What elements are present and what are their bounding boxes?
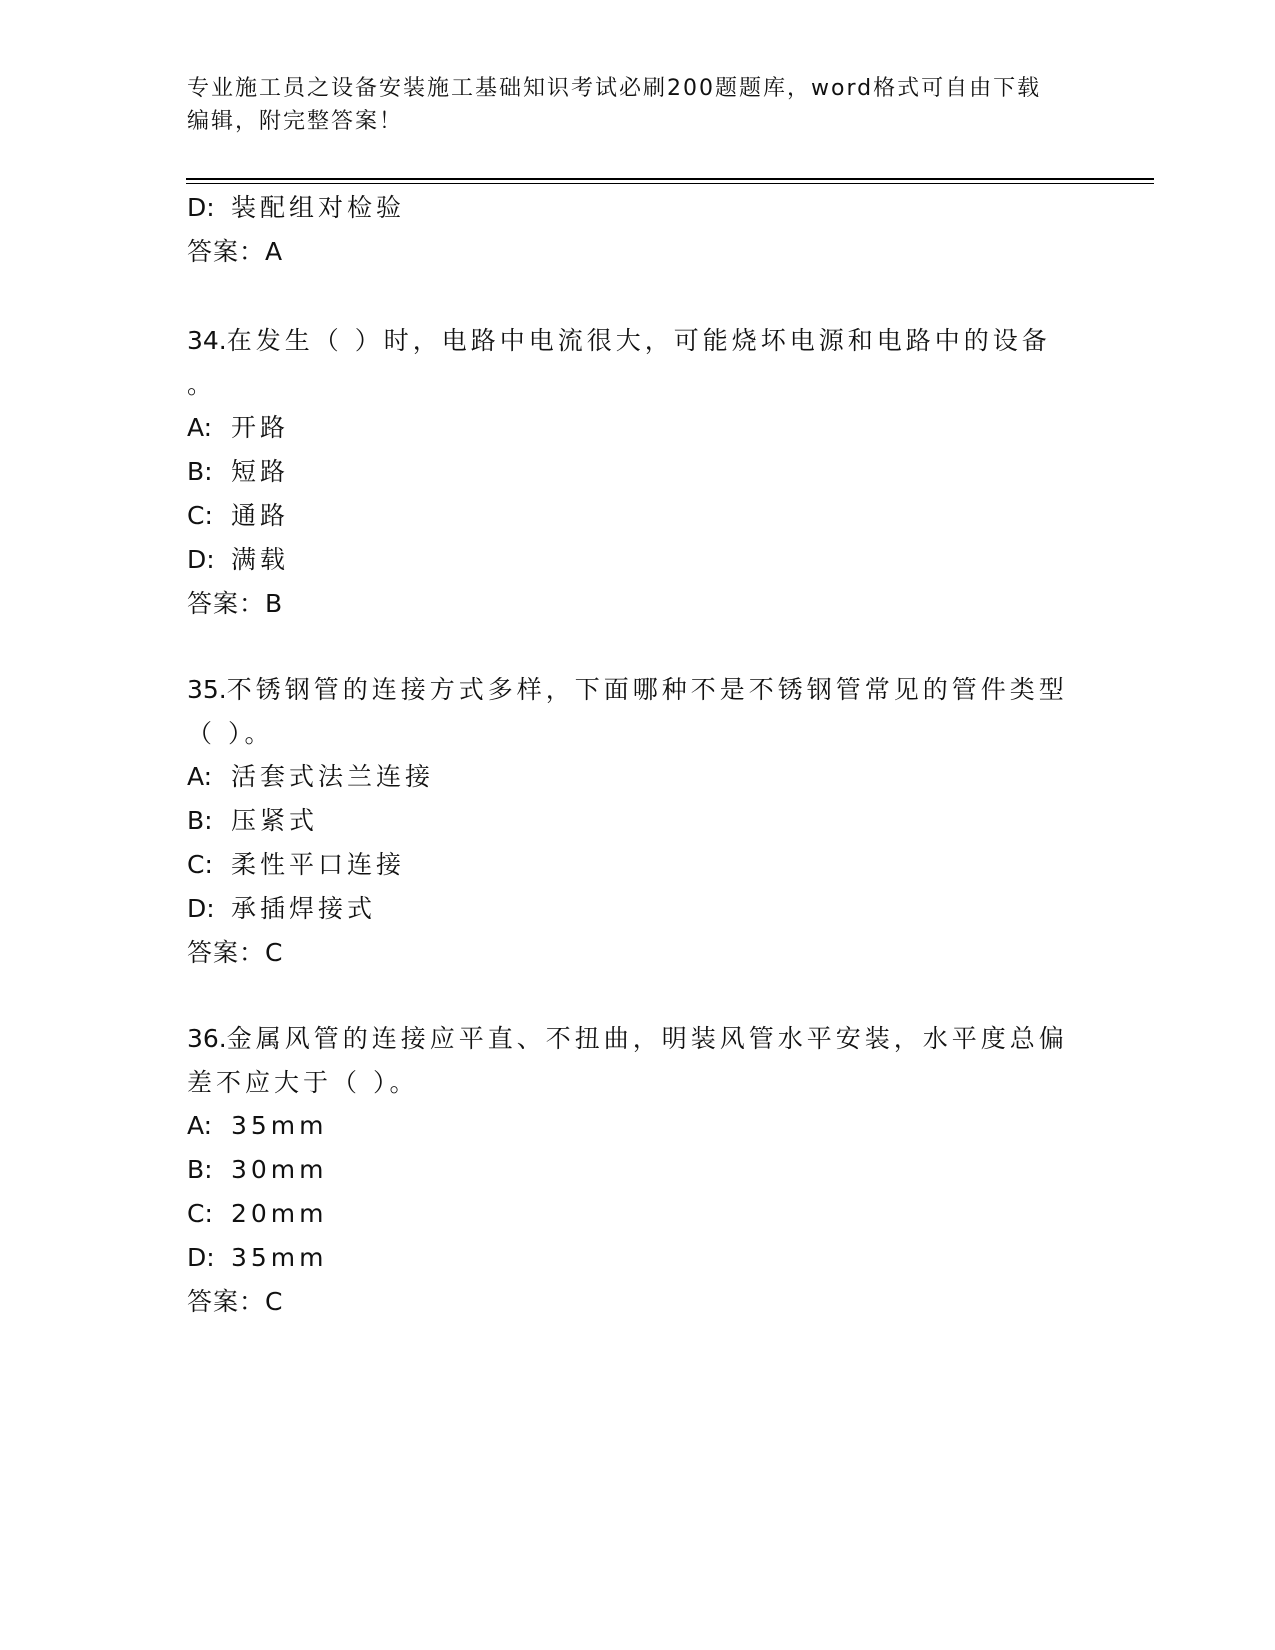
- question-36-line1: [187, 1024, 1068, 1054]
- question-34-option-c: [187, 501, 289, 531]
- header-title-line1: 专业施工员之设备安装施工基础知识考试必刷200题题库，word格式可自由下载: [187, 76, 1042, 101]
- header-title-line2: 编辑，附完整答案！: [187, 109, 404, 134]
- question-number: 36.: [187, 1024, 227, 1053]
- option-label: B:: [187, 457, 213, 486]
- question-35-answer: 答案：C: [187, 938, 284, 967]
- option-label: C:: [187, 1199, 213, 1228]
- option-text: 20mm: [231, 1199, 328, 1228]
- question-35-option-b: [187, 806, 318, 836]
- option-label: D:: [187, 545, 215, 574]
- option-label: B:: [187, 1155, 213, 1184]
- option-text: 承插焊接式: [231, 894, 377, 923]
- option-label: D:: [187, 1243, 215, 1272]
- option-text: 柔性平口连接: [231, 850, 406, 879]
- option-label: D:: [187, 894, 215, 923]
- option-label: A:: [187, 413, 213, 442]
- option-text: 压紧式: [231, 806, 319, 835]
- option-text: 开路: [231, 413, 290, 442]
- option-text: 装配组对检验: [231, 193, 406, 222]
- option-label: A:: [187, 762, 213, 791]
- question-36-option-c: [187, 1199, 328, 1229]
- question-text: 不锈钢管的连接方式多样，下面哪种不是不锈钢管常见的管件类型: [226, 675, 1068, 704]
- option-text: 通路: [231, 501, 290, 530]
- option-text: 短路: [231, 457, 290, 486]
- question-34-option-b: [187, 457, 289, 487]
- prev-answer: 答案：A: [187, 237, 284, 266]
- option-text: 35mm: [231, 1243, 328, 1272]
- document-header: [187, 72, 1087, 138]
- option-text: 满载: [231, 545, 290, 574]
- question-text: 金属风管的连接应平直、不扭曲，明装风管水平安装，水平度总偏: [226, 1024, 1068, 1053]
- question-36-option-d: [187, 1243, 328, 1273]
- option-text: 活套式法兰连接: [231, 762, 435, 791]
- question-35-line2: （ ）。: [187, 719, 274, 748]
- prev-option-d: [187, 193, 405, 223]
- question-36-option-a: [187, 1111, 328, 1141]
- option-text: 30mm: [231, 1155, 328, 1184]
- option-label: C:: [187, 850, 213, 879]
- question-35-line1: [187, 675, 1068, 705]
- question-number: 34.: [187, 326, 227, 355]
- question-34-option-d: [187, 545, 289, 575]
- question-35-option-c: [187, 850, 405, 880]
- question-36-answer: 答案：C: [187, 1287, 284, 1316]
- question-36-option-b: [187, 1155, 328, 1185]
- option-text: 35mm: [231, 1111, 328, 1140]
- question-35-option-d: [187, 894, 376, 924]
- option-label: B:: [187, 806, 213, 835]
- question-text: 在发生（ ）时，电路中电流很大，可能烧坏电源和电路中的设备: [226, 326, 1051, 355]
- option-label: A:: [187, 1111, 213, 1140]
- question-34-line2: 。: [187, 370, 217, 399]
- question-36-line2: 差不应大于（ ）。: [187, 1068, 419, 1097]
- option-label: C:: [187, 501, 213, 530]
- question-35-option-a: [187, 762, 434, 792]
- question-34-line1: [187, 326, 1051, 356]
- question-34-answer: 答案：B: [187, 589, 284, 618]
- option-label: D:: [187, 193, 215, 222]
- header-divider-thick: [186, 178, 1154, 180]
- question-34-option-a: [187, 413, 289, 443]
- header-divider-thin: [186, 183, 1154, 184]
- question-number: 35.: [187, 675, 227, 704]
